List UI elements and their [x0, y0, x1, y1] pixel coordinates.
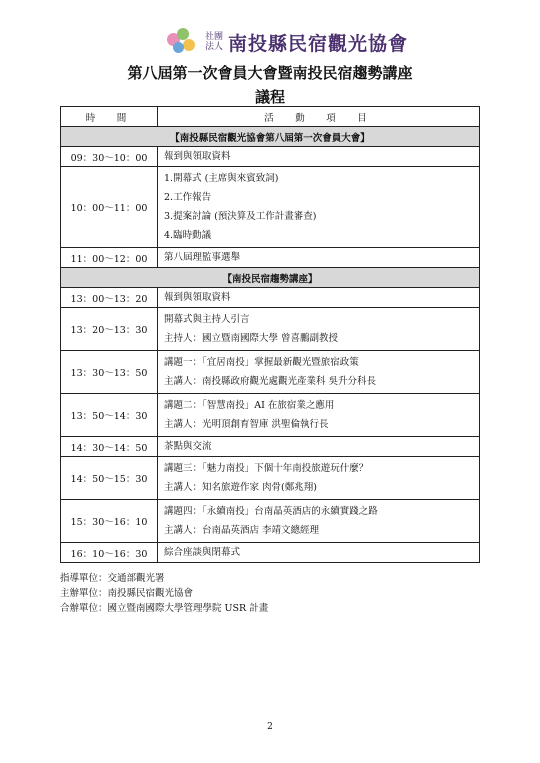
- time-cell: 11：00～12：00: [61, 248, 158, 268]
- section-row-meeting: [61, 127, 480, 147]
- table-row: [61, 457, 480, 500]
- time-cell: 13：30～13：50: [61, 351, 158, 394]
- activity-line: 4.臨時動議: [164, 230, 212, 241]
- section-title-seminar: 【南投民宿趨勢講座】: [61, 268, 480, 288]
- document-title: 第八屆第一次會員大會暨南投民宿趨勢講座: [127, 64, 413, 82]
- page-number: 2: [267, 722, 273, 732]
- section-title-meeting: 【南投縣民宿觀光協會第八屆第一次會員大會】: [61, 127, 480, 147]
- activity-line: 報到與領取資料: [164, 292, 231, 303]
- activity-line: 1.開幕式 (主席與來賓致詞): [164, 173, 279, 184]
- activity-line: 講題一：「宜居南投」掌握最新觀光暨旅宿政策: [164, 357, 359, 368]
- table-row: [61, 394, 480, 437]
- activity-line: 講題三：「魅力南投」下個十年南投旅遊玩什麼？: [164, 463, 369, 474]
- logo-org-type: 社團法人: [204, 32, 223, 52]
- time-cell: 10：00～11：00: [61, 167, 158, 248]
- activity-cell: [158, 394, 480, 437]
- time-cell: 14：30～14：50: [61, 437, 158, 457]
- activity-line: 3.提案討論 (預決算及工作計畫審查): [164, 211, 317, 222]
- host-line: 主辦單位：南投縣民宿觀光協會: [60, 588, 194, 599]
- activity-line: 茶點與交流: [164, 441, 212, 452]
- activity-cell: [158, 351, 480, 394]
- activity-cell: [158, 457, 480, 500]
- activity-line: 講題四：「永續南投」台南晶英酒店的永續實踐之路: [164, 506, 378, 517]
- table-row: [61, 147, 480, 167]
- activity-cell: [158, 248, 480, 268]
- logo-flower-icon: [165, 27, 201, 57]
- activity-line: 講題二：「智慧南投」AI 在旅宿業之應用: [164, 400, 335, 411]
- activity-line: 綜合座談與閉幕式: [164, 547, 241, 558]
- activity-cell: [158, 500, 480, 543]
- col-header-activity: 活 動 項 目: [158, 107, 480, 127]
- table-row: [61, 500, 480, 543]
- section-row-seminar: [61, 268, 480, 288]
- document-subtitle: 議程: [254, 88, 285, 106]
- activity-cell: [158, 437, 480, 457]
- activity-line: 開幕式與主持人引言: [164, 314, 250, 325]
- activity-line: 第八屆理監事選舉: [164, 252, 241, 263]
- table-row: [61, 248, 480, 268]
- supervisor-line: 指導單位：交通部觀光署: [60, 573, 165, 584]
- table-header-row: [61, 107, 480, 127]
- activity-line: 主持人：國立暨南國際大學 曾喜鵬副教授: [164, 333, 339, 344]
- table-row: [61, 308, 480, 351]
- organizers-block: [60, 571, 268, 616]
- time-cell: 14：50～15：30: [61, 457, 158, 500]
- association-logo: [165, 27, 408, 57]
- time-cell: 13：50～14：30: [61, 394, 158, 437]
- activity-cell: [158, 543, 480, 563]
- activity-line: 報到與領取資料: [164, 151, 231, 162]
- activity-cell: [158, 167, 480, 248]
- activity-line: 主講人：台南晶英酒店 李靖文總經理: [164, 525, 320, 536]
- table-row: [61, 437, 480, 457]
- time-cell: 09：30～10：00: [61, 147, 158, 167]
- activity-line: 2.工作報告: [164, 192, 212, 203]
- co-host-line: 合辦單位：國立暨南國際大學管理學院 USR 計畫: [60, 603, 269, 614]
- col-header-time: 時 間: [61, 107, 158, 127]
- time-cell: 13：20～13：30: [61, 308, 158, 351]
- logo-name: 南投縣民宿觀光協會: [228, 32, 409, 55]
- table-row: [61, 543, 480, 563]
- activity-line: 主講人：光明頂創育智庫 洪聖倫執行長: [164, 419, 329, 430]
- activity-cell: [158, 147, 480, 167]
- time-cell: 15：30～16：10: [61, 500, 158, 543]
- time-cell: 13：00～13：20: [61, 288, 158, 308]
- time-cell: 16：10～16：30: [61, 543, 158, 563]
- activity-cell: [158, 308, 480, 351]
- table-row: [61, 351, 480, 394]
- table-row: [61, 167, 480, 248]
- activity-line: 主講人：知名旅遊作家 肉骨(鄭兆翔): [164, 482, 317, 493]
- activity-cell: [158, 288, 480, 308]
- agenda-table: [60, 106, 480, 563]
- activity-line: 主講人：南投縣政府觀光處觀光產業科 吳升分科長: [164, 376, 377, 387]
- table-row: [61, 288, 480, 308]
